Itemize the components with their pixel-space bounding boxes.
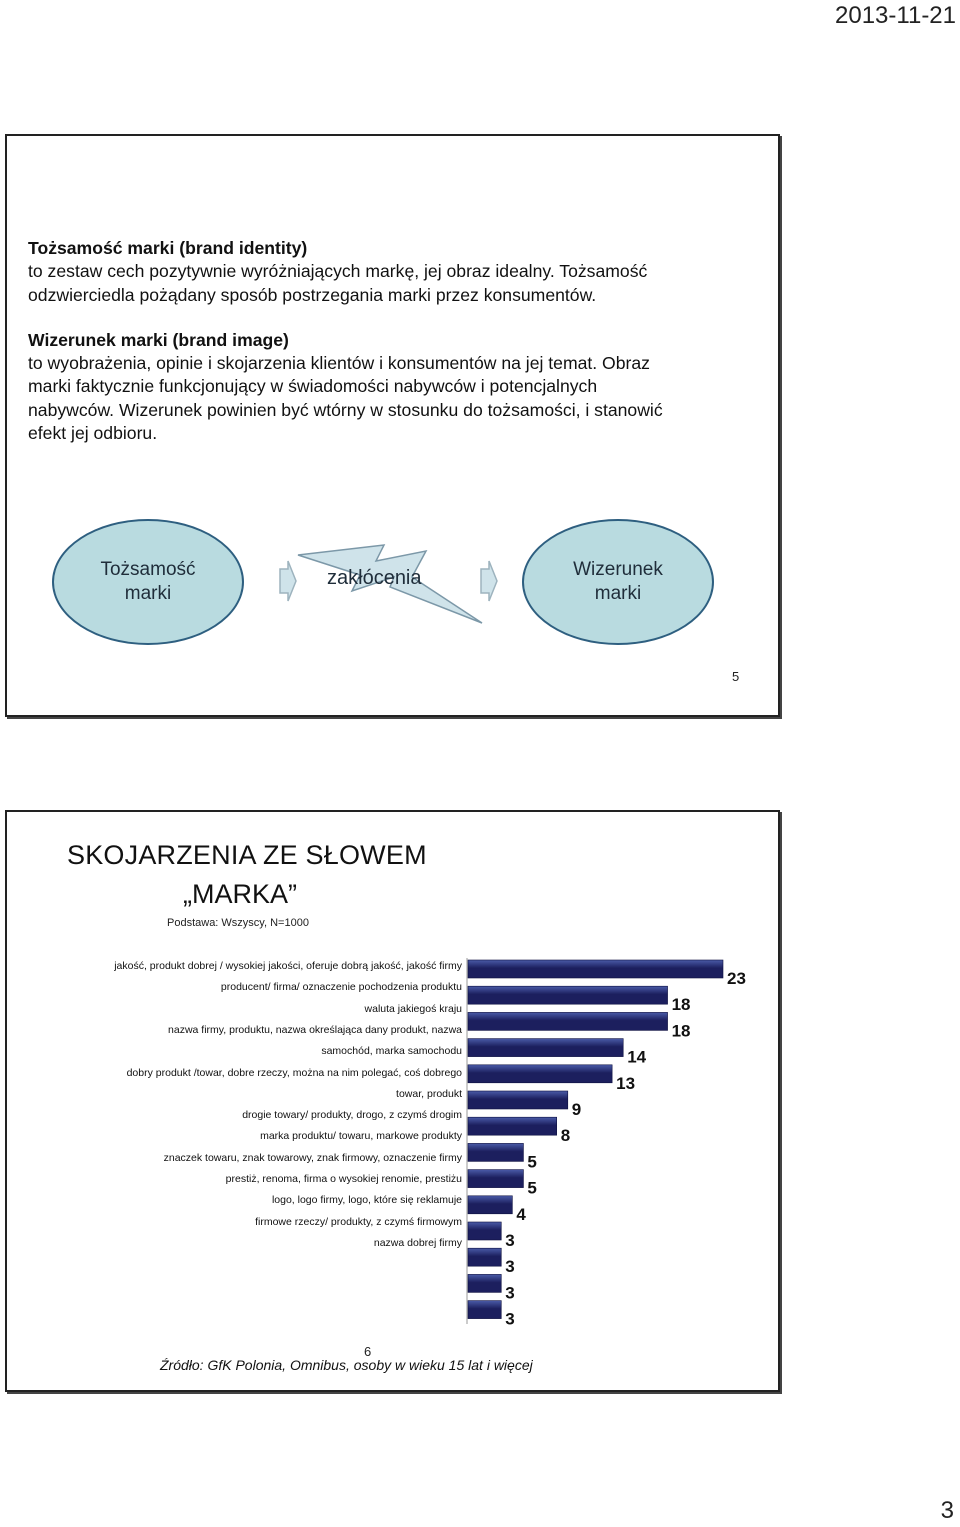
bar	[468, 1143, 523, 1161]
bar	[468, 1222, 501, 1240]
chart-base-note: Podstawa: Wszyscy, N=1000	[167, 917, 309, 929]
category-label: marka produktu/ towaru, markowe produkty	[260, 1130, 462, 1143]
identity-heading: Tożsamość marki (brand identity)	[28, 238, 308, 258]
identity-oval	[52, 519, 244, 645]
identity-oval-line1: Tożsamość	[100, 559, 196, 580]
slide-5	[5, 134, 780, 717]
bar-value-label: 3	[505, 1231, 515, 1250]
bar-value-label: 9	[571, 1100, 582, 1119]
page-number: 3	[940, 1497, 954, 1524]
bar	[468, 986, 668, 1004]
image-oval-line2: marki	[594, 583, 642, 604]
category-label: prestiż, renoma, firma o wysokiej renomie, prestiżu	[225, 1173, 462, 1185]
slide-number: 5	[732, 669, 740, 684]
category-label: waluta jakiegoś kraju	[364, 1002, 462, 1015]
category-label: znaczek towaru, znak towarowy, znak firmowy, oznaczenie firmy	[163, 1151, 462, 1164]
page-date: 2013-11-21	[835, 2, 956, 29]
bar-value-label: 3	[505, 1257, 515, 1277]
bar-value-label: 5	[527, 1152, 537, 1172]
bar	[468, 1012, 668, 1030]
source-note: Źródło: GfK Polonia, Omnibus, osoby w wieku 15 lat i więcej	[160, 1357, 533, 1373]
bar	[468, 1117, 557, 1135]
bar-value-label: 18	[671, 1021, 691, 1041]
category-label: nazwa firmy, produktu, nazwa określająca dany produkt, nazwa	[168, 1023, 462, 1036]
category-label: drogie towary/ produkty, drogo, z czymś drogim	[242, 1109, 462, 1122]
category-label: logo, logo firmy, logo, które się reklamuje	[271, 1194, 462, 1207]
bar-value-label: 4	[516, 1204, 526, 1224]
image-line-2: marki faktycznie funkcjonujący w świadomości nabywców i potencjalnych	[28, 376, 598, 397]
bar	[468, 1274, 501, 1292]
identity-oval-line2: marki	[124, 583, 172, 604]
category-label: firmowe rzeczy/ produkty, z czymś firmowym	[255, 1215, 462, 1228]
disturbance-label: zakłócenia	[327, 567, 422, 589]
bar	[468, 1170, 523, 1188]
image-line-1: to wyobrażenia, opinie i skojarzenia klientów i konsumentów na jej temat. Obraz	[28, 353, 650, 374]
bar	[468, 1091, 568, 1109]
image-line-4: efekt jej odbioru.	[28, 423, 158, 444]
arrow-right-icon	[479, 559, 499, 603]
bar-value-label: 5	[527, 1178, 537, 1198]
chart-title-word: „MARKA”	[183, 879, 297, 909]
bar-value-label: 3	[505, 1283, 515, 1303]
bar	[468, 1196, 512, 1214]
bar-value-label: 13	[616, 1073, 636, 1093]
chart-title: SKOJARZENIA ZE SŁOWEM	[67, 840, 427, 870]
bar-chart	[464, 954, 764, 1326]
bar-value-label: 18	[671, 995, 691, 1015]
slide-6	[5, 810, 780, 1392]
category-label: nazwa dobrej firmy	[373, 1236, 462, 1249]
bar	[468, 1301, 501, 1319]
category-label: towar, produkt	[396, 1087, 462, 1100]
category-label: producent/ firma/ oznaczenie pochodzenia produktu	[220, 981, 462, 994]
bar-value-label: 14	[627, 1047, 647, 1067]
definitions-text	[28, 237, 768, 445]
category-label: dobry produkt /towar, dobre rzeczy, można na nim polegać, coś dobrego	[126, 1066, 462, 1079]
bar-value-label: 8	[560, 1126, 571, 1146]
bar-value-label: 23	[727, 969, 746, 988]
image-heading: Wizerunek marki (brand image)	[28, 329, 289, 350]
bar	[468, 1248, 501, 1266]
identity-line-1: to zestaw cech pozytywnie wyróżniających markę, jej obraz idealny. Tożsamość	[28, 261, 648, 282]
bar	[468, 960, 723, 978]
bar-value-label: 3	[505, 1309, 515, 1326]
slide-number: 6	[364, 1344, 372, 1359]
image-oval-line1: Wizerunek	[573, 559, 663, 580]
bar	[468, 1039, 623, 1057]
category-label: jakość, produkt dobrej / wysokiej jakości, oferuje dobrą jakość, jakość firmy	[114, 960, 462, 972]
category-label: samochód, marka samochodu	[321, 1045, 462, 1058]
image-oval	[522, 519, 714, 645]
bar	[468, 1065, 612, 1083]
identity-line-2: odzwierciedla pożądany sposób postrzegania marki przez konsumentów.	[28, 284, 597, 305]
image-line-3: nabywców. Wizerunek powinien być wtórny w stosunku do tożsamości, i stanowić	[28, 399, 663, 420]
